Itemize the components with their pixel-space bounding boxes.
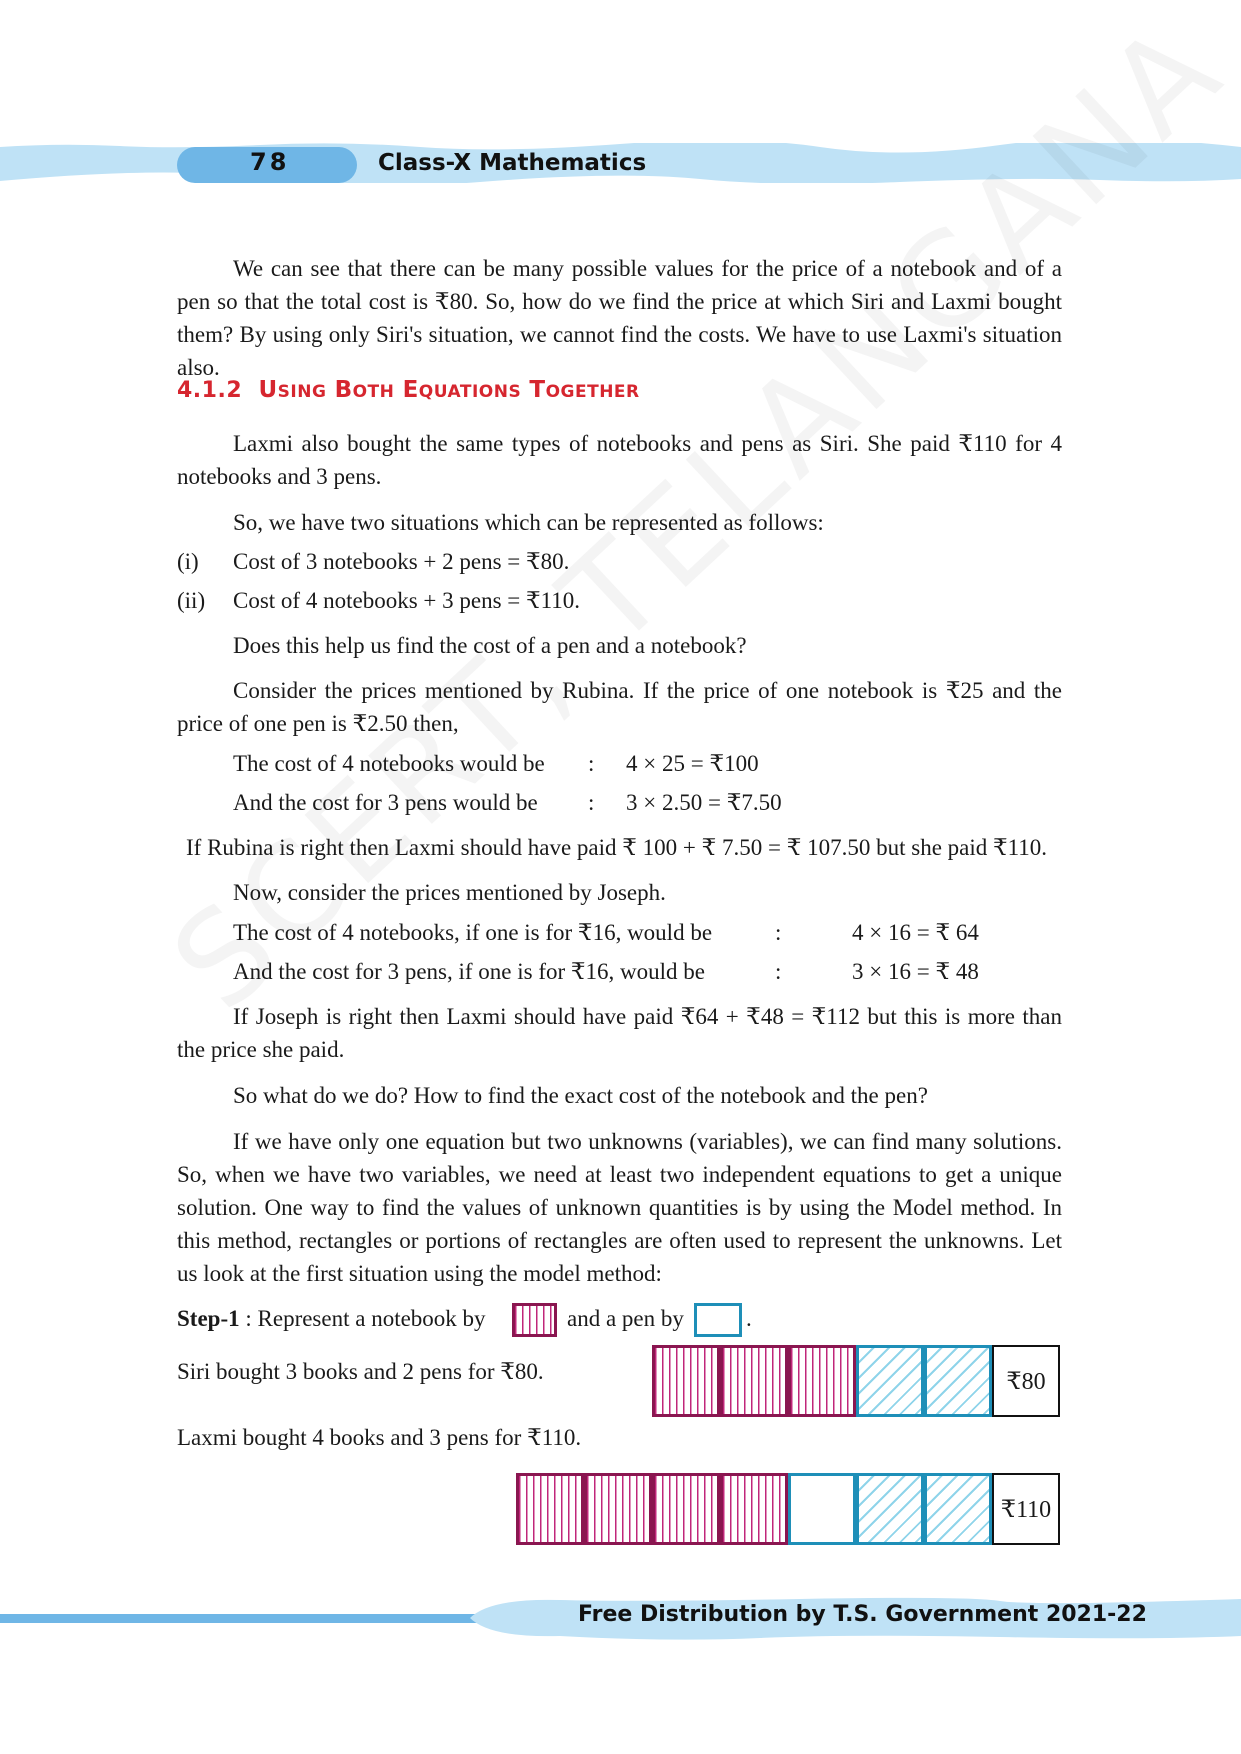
pen-block — [924, 1345, 992, 1417]
pen-block — [788, 1473, 856, 1545]
para-rubina: Consider the prices mentioned by Rubina. If the price of one notebook is ₹25 and the price of one pen is ₹2.50 then, — [177, 678, 1062, 736]
para-joseph-result: If Joseph is right then Laxmi should have paid ₹64 + ₹48 = ₹112 but this is more than the price she paid. — [177, 1004, 1062, 1062]
intro-paragraph: We can see that there can be many possible values for the price of a notebook and of a pen so that the total cost is ₹80. So, how do we find the price at which Siri and Laxmi bought them? By using only Siri's situation, we cannot find the costs. We have to use Laxmi's situation also. — [177, 256, 1062, 380]
rubina-row-2-sep: : — [588, 790, 595, 815]
joseph-row-2-sep: : — [775, 959, 782, 984]
rubina-row-1-sep: : — [588, 751, 595, 776]
para-two-situations: So, we have two situations which can be represented as follows: — [233, 510, 824, 535]
joseph-row-1-value: 4 × 16 = ₹ 64 — [852, 920, 979, 945]
joseph-row-1-label: The cost of 4 notebooks, if one is for ₹16, would be — [233, 920, 713, 945]
page-number: 78 — [250, 148, 290, 176]
section-heading — [177, 377, 640, 403]
para-rubina-result: If Rubina is right then Laxmi should have paid ₹ 100 + ₹ 7.50 = ₹ 107.50 but she paid ₹110. — [186, 835, 1048, 860]
step-1-label: Step-1 — [177, 1306, 240, 1331]
situation-2-label: (ii) — [177, 588, 206, 613]
section-title: USING BOTH EQUATIONS TOGETHER — [258, 377, 640, 403]
situation-1-text: Cost of 3 notebooks + 2 pens = ₹80. — [233, 549, 570, 574]
running-title: Class-X Mathematics — [378, 150, 647, 176]
situation-2-text: Cost of 4 notebooks + 3 pens = ₹110. — [233, 588, 581, 613]
rubina-row-2-value: 3 × 2.50 = ₹7.50 — [626, 790, 782, 815]
notebook-block — [720, 1473, 788, 1545]
section-number: 4.1.2 — [177, 378, 243, 403]
para-question: Does this help us find the cost of a pen and a notebook? — [233, 633, 747, 658]
rubina-row-2-label: And the cost for 3 pens would be — [233, 790, 538, 815]
notebook-block — [516, 1473, 584, 1545]
rubina-row-1-label: The cost of 4 notebooks would be — [233, 751, 545, 776]
notebook-block — [788, 1345, 856, 1417]
notebook-block — [652, 1473, 720, 1545]
para-joseph: Now, consider the prices mentioned by Joseph. — [233, 880, 666, 905]
legend-notebook-icon — [512, 1303, 557, 1337]
legend-pen-icon — [694, 1303, 742, 1337]
notebook-block — [652, 1345, 720, 1417]
joseph-row-2-label: And the cost for 3 pens, if one is for ₹16, would be — [233, 959, 705, 984]
notebook-block — [720, 1345, 788, 1417]
para-what-do: So what do we do? How to find the exact cost of the notebook and the pen? — [233, 1083, 928, 1108]
step-1-text-c: . — [746, 1306, 752, 1331]
notebook-block — [584, 1473, 652, 1545]
para-model-method: If we have only one equation but two unknowns (variables), we can find many solutions. So, when we have two variables, we need at least two independent equations to get a unique solution. One way to find the values of unknown quantities is by using the Model method. In this method, rectangles or portions of rectangles are often used to represent the unknowns. Let us look at the first situation using the model method: — [177, 1129, 1062, 1286]
situation-1-label: (i) — [177, 549, 199, 574]
rubina-row-1-value: 4 × 25 = ₹100 — [626, 751, 759, 776]
para-laxmi: Laxmi also bought the same types of notebooks and pens as Siri. She paid ₹110 for 4 notebooks and 3 pens. — [177, 431, 1062, 489]
price-label: ₹80 — [992, 1345, 1060, 1417]
pen-block — [856, 1345, 924, 1417]
step-1-line — [177, 1302, 486, 1335]
price-label: ₹110 — [992, 1473, 1060, 1545]
siri-caption: Siri bought 3 books and 2 pens for ₹80. — [177, 1359, 544, 1384]
footer-text: Free Distribution by T.S. Government 2021-22 — [578, 1602, 1147, 1627]
step-1-text-b: and a pen by — [567, 1306, 684, 1331]
pen-block — [924, 1473, 992, 1545]
laxmi-caption: Laxmi bought 4 books and 3 pens for ₹110. — [177, 1425, 582, 1450]
joseph-row-1-sep: : — [775, 920, 782, 945]
pen-block — [856, 1473, 924, 1545]
joseph-row-2-value: 3 × 16 = ₹ 48 — [852, 959, 979, 984]
step-1-text-a: : Represent a notebook by — [245, 1306, 486, 1331]
